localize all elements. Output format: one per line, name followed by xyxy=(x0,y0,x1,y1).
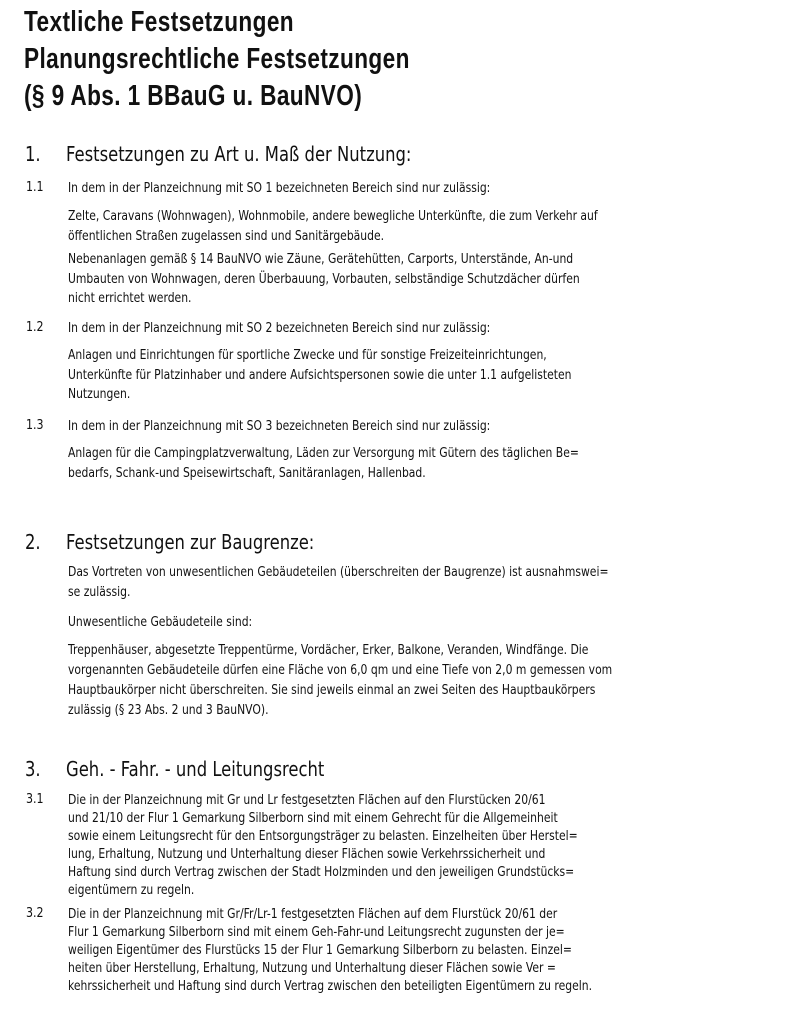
text-line: se zulässig. xyxy=(68,584,131,600)
document-title-line: (§ 9 Abs. 1 BBauG u. BauNVO) xyxy=(24,80,363,112)
text-line: eigentümern zu regeln. xyxy=(68,882,195,898)
text-line: Zelte, Caravans (Wohnwagen), Wohnmobile, andere bewegliche Unterkünfte, die zum Verkehr auf xyxy=(68,208,598,224)
document-title-line: Planungsrechtliche Festsetzungen xyxy=(24,43,410,75)
text-line: Das Vortreten von unwesentlichen Gebäudeteilen (überschreiten der Baugrenze) ist ausnahmswei= xyxy=(68,564,609,580)
text-line: Unwesentliche Gebäudeteile sind: xyxy=(68,614,253,630)
text-line: und 21/10 der Flur 1 Gemarkung Silberborn sind mit einem Gehrecht für die Allgemeinheit xyxy=(68,810,558,826)
text-line: zulässig (§ 23 Abs. 2 und 3 BauNVO). xyxy=(68,702,269,718)
text-line: nicht errichtet werden. xyxy=(68,290,192,306)
text-line: Die in der Planzeichnung mit Gr und Lr festgesetzten Flächen auf den Flurstücken 20/61 xyxy=(68,792,546,808)
section-heading: Festsetzungen zu Art u. Maß der Nutzung: xyxy=(66,142,412,166)
item-number: 3.1 xyxy=(26,792,44,807)
text-line: weiligen Eigentümer des Flurstücks 15 der Flur 1 Gemarkung Silberborn zu belasten. Einzel= xyxy=(68,942,572,958)
text-line: In dem in der Planzeichnung mit SO 2 bezeichneten Bereich sind nur zulässig: xyxy=(68,320,491,336)
text-line: Nebenanlagen gemäß § 14 BauNVO wie Zäune, Gerätehütten, Carports, Unterstände, An-und xyxy=(68,251,574,267)
section-heading: Geh. - Fahr. - und Leitungsrecht xyxy=(66,757,325,781)
text-line: bedarfs, Schank-und Speisewirtschaft, Sanitäranlagen, Hallenbad. xyxy=(68,464,426,481)
text-line: In dem in der Planzeichnung mit SO 1 bezeichneten Bereich sind nur zulässig: xyxy=(68,180,491,196)
document-title-line: Textliche Festsetzungen xyxy=(24,6,295,38)
text-line: Anlagen und Einrichtungen für sportliche Zwecke und für sonstige Freizeiteinrichtungen, xyxy=(68,347,547,363)
section-number: 2. xyxy=(25,530,41,554)
text-line: Anlagen für die Campingplatzverwaltung, Läden zur Versorgung mit Gütern des täglichen Be= xyxy=(68,445,579,461)
section-number: 3. xyxy=(25,757,41,781)
item-number: 1.1 xyxy=(26,180,44,195)
text-line: Treppenhäuser, abgesetzte Treppentürme, Vordächer, Erker, Balkone, Veranden, Windfänge. Die xyxy=(68,642,589,658)
section-number: 1. xyxy=(25,142,41,166)
text-line: Flur 1 Gemarkung Silberborn sind mit einem Geh-Fahr-und Leitungsrecht zugunsten der je= xyxy=(68,924,565,940)
item-number: 1.2 xyxy=(26,320,44,335)
item-number: 3.2 xyxy=(26,906,44,921)
text-line: Die in der Planzeichnung mit Gr/Fr/Lr-1 festgesetzten Flächen auf dem Flurstück 20/61 der xyxy=(68,906,558,922)
text-line: Unterkünfte für Platzinhaber und andere Aufsichtspersonen sowie die unter 1.1 aufgelisteten xyxy=(68,366,572,383)
item-number: 1.3 xyxy=(26,418,44,433)
text-line: Hauptbaukörper nicht überschreiten. Sie sind jeweils einmal an zwei Seiten des Hauptbaukörpers xyxy=(68,682,596,698)
text-line: lung, Erhaltung, Nutzung und Unterhaltung dieser Flächen sowie Verkehrssicherheit und xyxy=(68,846,546,862)
text-line: kehrssicherheit und Haftung sind durch Vertrag zwischen den beteiligten Eigentümern zu regeln. xyxy=(68,978,593,994)
text-line: vorgenannten Gebäudeteile dürfen eine Fläche von 6,0 qm und eine Tiefe von 2,0 m gemessen vom xyxy=(68,662,613,678)
text-line: heiten über Herstellung, Erhaltung, Nutzung und Unterhaltung dieser Flächen sowie Ver = xyxy=(68,960,556,976)
text-line: Nutzungen. xyxy=(68,386,131,402)
text-line: sowie einem Leitungsrecht für den Entsorgungsträger zu belasten. Einzelheiten über Herstel= xyxy=(68,828,578,844)
text-line: Haftung sind durch Vertrag zwischen der Stadt Holzminden und den jeweiligen Grundstücks= xyxy=(68,864,575,880)
section-heading: Festsetzungen zur Baugrenze: xyxy=(66,530,315,554)
text-line: In dem in der Planzeichnung mit SO 3 bezeichneten Bereich sind nur zulässig: xyxy=(68,418,491,434)
text-line: öffentlichen Straßen zugelassen sind und Sanitärgebäude. xyxy=(68,227,385,244)
text-line: Umbauten von Wohnwagen, deren Überbauung, Vorbauten, selbständige Schutzdächer dürfen xyxy=(68,270,580,287)
